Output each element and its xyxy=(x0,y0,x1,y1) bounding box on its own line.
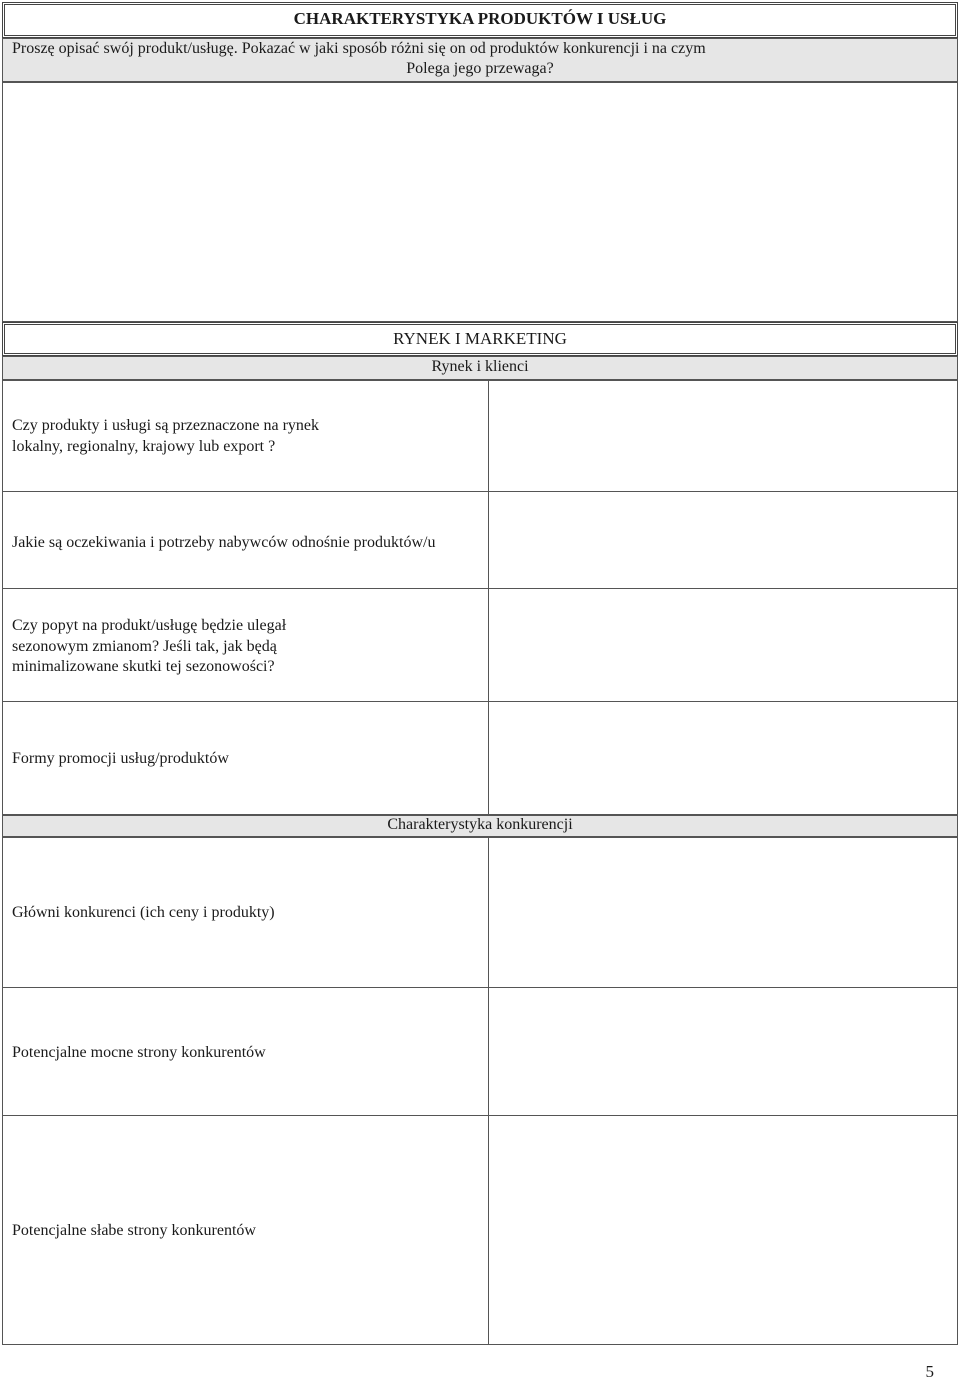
answer-field-promotion[interactable] xyxy=(489,702,957,814)
section-products-instruction-line2: Polega jego przewaga? xyxy=(406,60,554,77)
question-main-competitors: Główni konkurenci (ich ceny i produkty) xyxy=(12,904,275,921)
page-number: 5 xyxy=(925,1362,934,1381)
question-seasonality-line2: sezonowym zmianom? Jeśli tak, jak będą xyxy=(12,638,277,655)
answer-field-main-competitors[interactable] xyxy=(489,838,957,987)
section-market-subtitle: Rynek i klienci xyxy=(431,358,529,375)
section-competition-subtitle: Charakterystyka konkurencji xyxy=(387,816,573,833)
answer-field-market-scope[interactable] xyxy=(489,381,957,491)
section-products-instruction-line1: Proszę opisać swój produkt/usługę. Pokazać w jaki sposób różni się on od produktów konkurencji i na czym xyxy=(12,40,706,57)
answer-field-seasonality[interactable] xyxy=(489,589,957,701)
question-seasonality-line1: Czy popyt na produkt/usługę będzie ulegał xyxy=(12,617,287,634)
answer-field-competitor-strengths[interactable] xyxy=(489,988,957,1115)
question-competitor-weaknesses: Potencjalne słabe strony konkurentów xyxy=(12,1222,256,1239)
question-market-scope-line2: lokalny, regionalny, krajowy lub export ? xyxy=(12,438,276,455)
section-market-title: RYNEK I MARKETING xyxy=(393,329,567,348)
answer-field-competitor-weaknesses[interactable] xyxy=(489,1116,957,1344)
question-promotion: Formy promocji usług/produktów xyxy=(12,750,229,767)
question-seasonality-line3: minimalizowane skutki tej sezonowości? xyxy=(12,658,275,675)
answer-field-customer-expectations[interactable] xyxy=(489,492,957,588)
question-competitor-strengths: Potencjalne mocne strony konkurentów xyxy=(12,1044,266,1061)
section-products-answer-area[interactable] xyxy=(2,82,958,322)
question-market-scope-line1: Czy produkty i usługi są przeznaczone na rynek xyxy=(12,417,320,434)
question-customer-expectations: Jakie są oczekiwania i potrzeby nabywców odnośnie produktów/u xyxy=(12,534,436,551)
section-products-title: CHARAKTERYSTYKA PRODUKTÓW I USŁUG xyxy=(293,9,667,28)
